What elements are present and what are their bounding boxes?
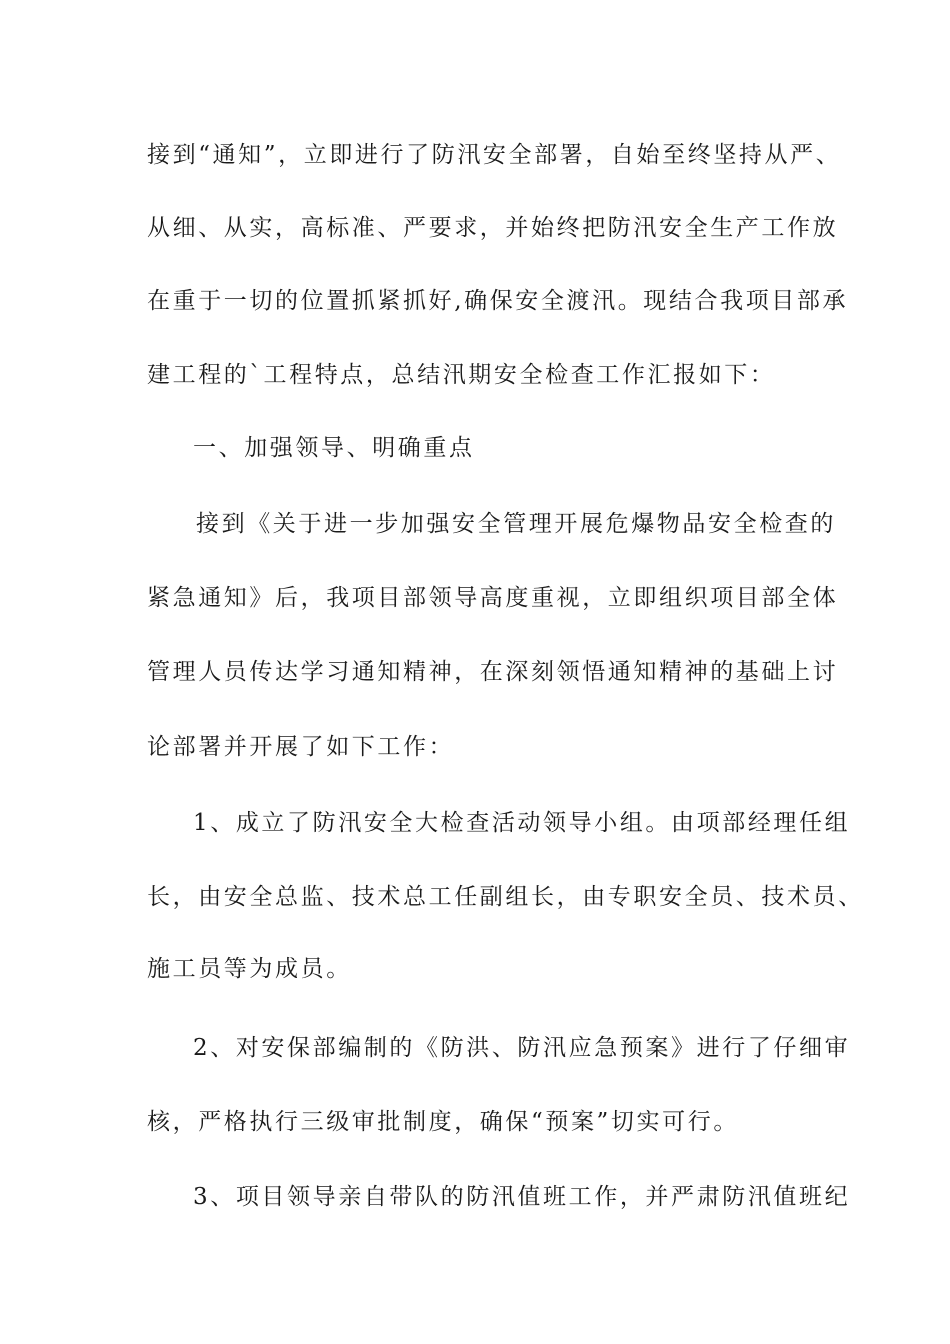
body-text-line: 长，由安全总监、技术总工任副组长，由专职安全员、技术员、 <box>147 884 864 910</box>
body-text-line: 管理人员传达学习通知精神，在深刻领悟通知精神的基础上讨 <box>147 659 839 685</box>
list-item-line: 2、对安保部编制的《防洪、防汛应急预案》进行了仔细审 <box>193 1035 851 1061</box>
body-text-line: 接到《关于进一步加强安全管理开展危爆物品安全检查的 <box>196 511 836 537</box>
body-text-line: 从细、从实，高标准、严要求，并始终把防汛安全生产工作放 <box>147 215 839 241</box>
body-text-line: 施工员等为成员。 <box>147 956 352 982</box>
body-text-line: 在重于一切的位置抓紧抓好,确保安全渡汛。现结合我项目部承 <box>147 288 849 314</box>
body-text-line: 论部署并开展了如下工作： <box>147 734 455 760</box>
body-text-line: 紧急通知》后，我项目部领导高度重视，立即组织项目部全体 <box>147 585 839 611</box>
body-text-line: 核，严格执行三级审批制度，确保“预案”切实可行。 <box>147 1109 739 1135</box>
section-heading: 一、加强领导、明确重点 <box>193 435 475 461</box>
body-text-line: 建工程的`工程特点，总结汛期安全检查工作汇报如下： <box>147 362 776 388</box>
list-item-line: 1、成立了防汛安全大检查活动领导小组。由项部经理任组 <box>193 810 851 836</box>
list-item-line: 3、项目领导亲自带队的防汛值班工作，并严肃防汛值班纪 <box>193 1184 851 1210</box>
body-text-line: 接到“通知”，立即进行了防汛安全部署，自始至终坚持从严、 <box>147 142 842 168</box>
